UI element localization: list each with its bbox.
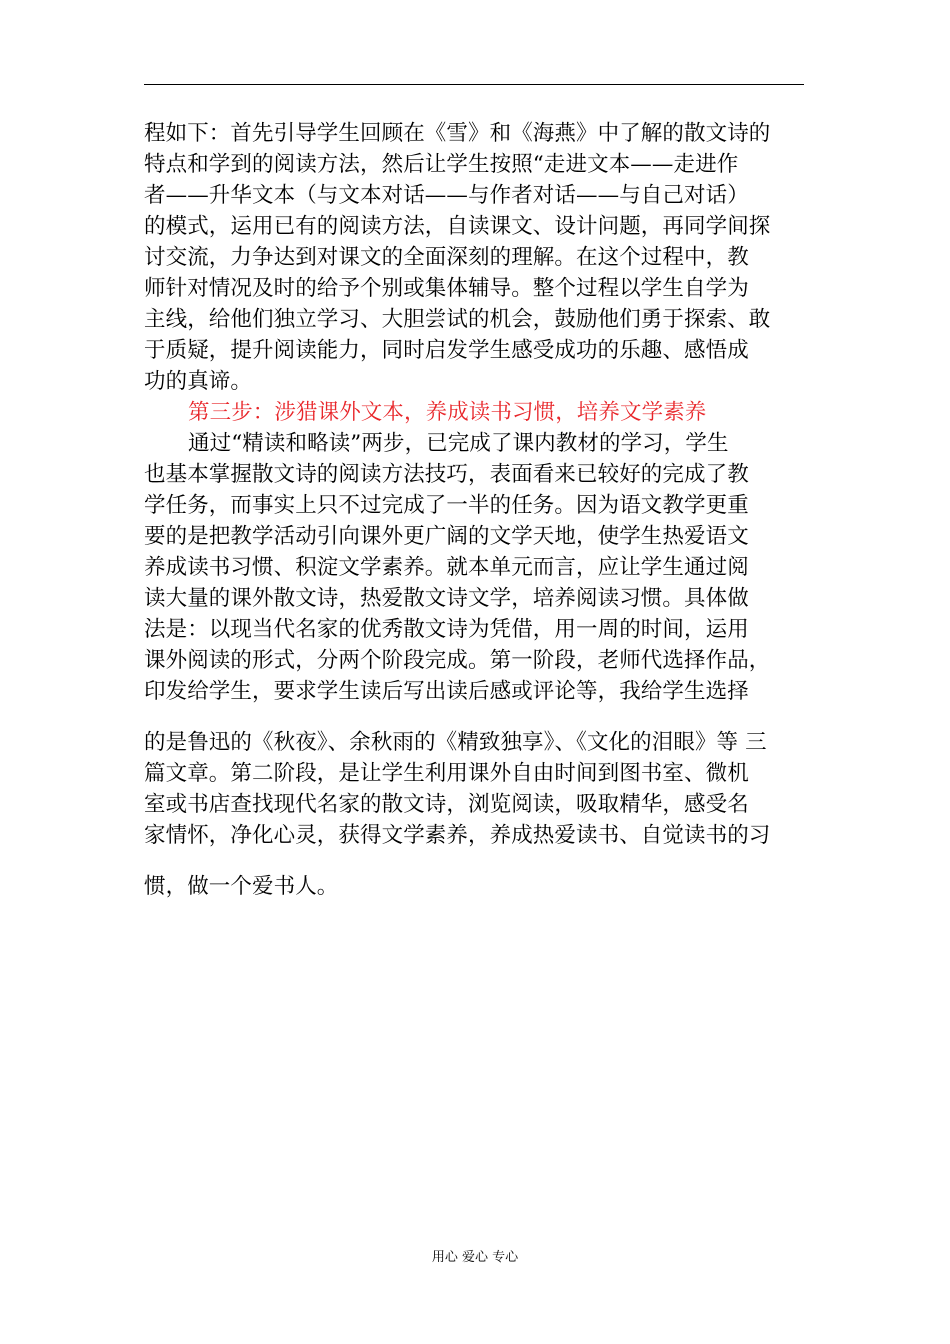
- text-line: 印发给学生，要求学生读后写出读后感或评论等，我给学生选择: [144, 679, 749, 704]
- text-line: 功的真谛。: [144, 369, 253, 394]
- text-line: 的模式，运用已有的阅读方法，自读课文、设计问题，再同学间探: [144, 214, 771, 239]
- text-line: 养成读书习惯、积淀文学素养。就本单元而言，应让学生通过阅: [144, 555, 749, 580]
- text-line: 惯，做一个爱书人。: [144, 874, 339, 899]
- page-footer: 用心 爱心 专心: [431, 1250, 519, 1265]
- text-line: 要的是把教学活动引向课外更广阔的文学天地，使学生热爱语文: [144, 524, 749, 549]
- text-line: 课外阅读的形式，分两个阶段完成。第一阶段，老师代选择作品，: [144, 648, 771, 673]
- document-body: [144, 118, 808, 902]
- text-line: 通过“精读和略读”两步，已完成了课内教材的学习，学生: [188, 431, 729, 456]
- text-line: 篇文章。第二阶段，是让学生利用课外自由时间到图书室、微机: [144, 761, 749, 786]
- text-line: 于质疑，提升阅读能力，同时启发学生感受成功的乐趣、感悟成: [144, 338, 749, 363]
- text-line: 家情怀，净化心灵，获得文学素养，养成热爱读书、自觉读书的习: [144, 823, 771, 848]
- text-line: 主线，给他们独立学习、大胆尝试的机会，鼓励他们勇于探索、敢: [144, 307, 771, 332]
- text-line: 法是：以现当代名家的优秀散文诗为凭借，用一周的时间，运用: [144, 617, 749, 642]
- text-line: 也基本掌握散文诗的阅读方法技巧，表面看来已较好的完成了教: [144, 462, 749, 487]
- text-line: 的是鲁迅的《秋夜》、余秋雨的《精致独享》、《文化的泪眼》等 三: [144, 730, 767, 755]
- text-line: 读大量的课外散文诗，热爱散文诗文学，培养阅读习惯。具体做: [144, 586, 749, 611]
- text-line: 学任务，而事实上只不过完成了一半的任务。因为语文教学更重: [144, 493, 749, 518]
- text-line: 室或书店查找现代名家的散文诗，浏览阅读，吸取精华，感受名: [144, 792, 749, 817]
- text-line: 讨交流，力争达到对课文的全面深刻的理解。在这个过程中，教: [144, 245, 749, 270]
- text-line: 师针对情况及时的给予个别或集体辅导。整个过程以学生自学为: [144, 276, 749, 301]
- header-rule: [144, 84, 804, 85]
- section-heading: 第三步：涉猎课外文本，养成读书习惯，培养文学素养: [188, 400, 707, 425]
- text-line: 者——升华文本（与文本对话——与作者对话——与自己对话）: [144, 183, 749, 208]
- text-line: 特点和学到的阅读方法，然后让学生按照“走进文本——走进作: [144, 152, 739, 177]
- text-line: 程如下：首先引导学生回顾在《雪》和《海燕》中了解的散文诗的: [144, 121, 771, 146]
